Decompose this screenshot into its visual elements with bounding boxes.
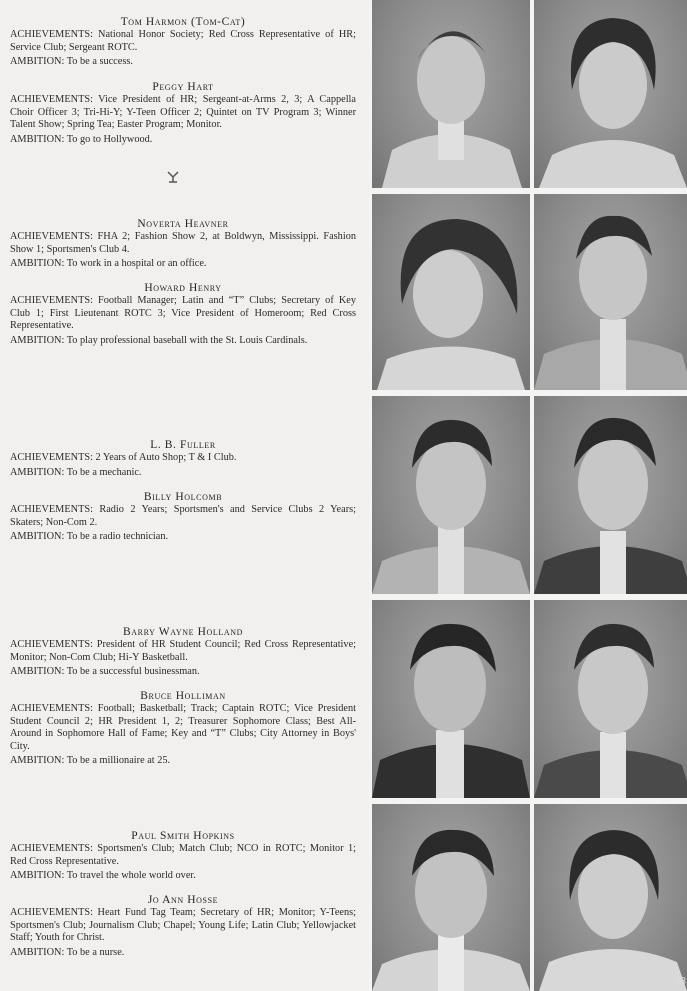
portrait-photo bbox=[534, 0, 687, 188]
achievements-text: ACHIEVEMENTS: Vice President of HR; Sergeant-at-Arms 2, 3; A Cappella Choir Officer 3; Tri-Hi-Y; Y-Teen Officer 2; Quintet on TV Program 3; Winner Talent Show; Spring Tea; Easter Program; Monitor. bbox=[10, 94, 356, 130]
student-name: Tom Harmon (Tom-Cat) bbox=[120, 16, 246, 28]
achievements-text: ACHIEVEMENTS: Sportsmen's Club; Match Club; NCO in ROTC; Monitor 1; Red Cross Representative. bbox=[10, 843, 356, 867]
entry-barry-wayne-holland bbox=[10, 626, 356, 679]
student-name: Barry Wayne Holland bbox=[123, 626, 243, 638]
portrait-photo bbox=[534, 600, 687, 798]
ambition-text: AMBITION: To be a success. bbox=[10, 56, 133, 67]
achievements-text: ACHIEVEMENTS: Football Manager; Latin and “T” Clubs; Secretary of Key Club 1; First Lieutenant ROTC 3; Vice President of Homeroom; Red Cross Representative. bbox=[10, 295, 356, 331]
ambition-text: AMBITION: To work in a hospital or an office. bbox=[10, 258, 207, 269]
portrait-photo bbox=[372, 600, 530, 798]
portrait-photo bbox=[372, 194, 530, 390]
ambition-text: AMBITION: To travel the whole world over. bbox=[10, 870, 196, 881]
achievements-text: ACHIEVEMENTS: Radio 2 Years; Sportsmen's and Service Clubs 2 Years; Skaters; Non-Com 2. bbox=[10, 504, 356, 528]
achievements-text: ACHIEVEMENTS: FHA 2; Fashion Show 2, at Boldwyn, Mississippi. Fashion Show 1; Sportsmen's Club 4. bbox=[10, 231, 356, 255]
ambition-text: AMBITION: To be a radio technician. bbox=[10, 531, 169, 542]
portrait-photo bbox=[372, 396, 530, 594]
student-name: Bruce Holliman bbox=[140, 690, 226, 702]
ambition-text: AMBITION: To play professional baseball with the St. Louis Cardinals. bbox=[10, 334, 308, 346]
entry-paul-smith-hopkins bbox=[10, 830, 356, 883]
achievements-text: ACHIEVEMENTS: 2 Years of Auto Shop; T & I Club. bbox=[10, 452, 237, 463]
ambition-text: AMBITION: To be a successful businessman. bbox=[10, 666, 200, 677]
ambition-text: AMBITION: To be a millionaire at 25. bbox=[10, 755, 171, 766]
biography-column bbox=[10, 0, 360, 991]
student-name: Howard Henry bbox=[144, 282, 222, 294]
portrait-photo bbox=[372, 0, 530, 188]
entry-noverta-heavner bbox=[10, 218, 356, 271]
student-name: Noverta Heavner bbox=[137, 218, 229, 230]
portrait-photo bbox=[534, 396, 687, 594]
portrait-photo bbox=[534, 804, 687, 991]
achievements-text: ACHIEVEMENTS: President of HR Student Council; Red Cross Representative; Monitor; Non-Com Club; Hi-Y Basketball. bbox=[10, 639, 356, 663]
page-number: 23 bbox=[674, 976, 686, 987]
achievements-text: ACHIEVEMENTS: National Honor Society; Red Cross Representative of HR; Service Club; Sergeant ROTC. bbox=[10, 29, 356, 53]
student-name: Paul Smith Hopkins bbox=[131, 830, 235, 842]
ambition-text: AMBITION: To be a nurse. bbox=[10, 946, 125, 958]
portrait-grid bbox=[369, 0, 687, 991]
emblem-ornament-icon bbox=[165, 170, 181, 184]
achievements-text: ACHIEVEMENTS: Football; Basketball; Track; Captain ROTC; Vice President Student Council 2; HR President 1, 2; Treasurer Sophomore Class; Best All-Around in Sophomore Hall of Fame; Key and “T” Clubs; City Attorney in Boys' City. bbox=[10, 703, 356, 752]
entry-howard-henry bbox=[10, 282, 356, 347]
portrait-photo bbox=[372, 804, 530, 991]
entry-bruce-holliman bbox=[10, 690, 356, 768]
student-name: Billy Holcomb bbox=[143, 491, 223, 503]
student-name: Peggy Hart bbox=[152, 81, 214, 93]
ambition-text: AMBITION: To go to Hollywood. bbox=[10, 133, 153, 145]
entry-jo-ann-hosse bbox=[10, 894, 356, 959]
entry-peggy-hart bbox=[10, 81, 356, 146]
entry-lb-fuller bbox=[10, 439, 356, 479]
portrait-photo bbox=[534, 194, 687, 390]
student-name: Jo Ann Hosse bbox=[147, 894, 219, 906]
student-name: L. B. Fuller bbox=[150, 439, 216, 451]
achievements-text: ACHIEVEMENTS: Heart Fund Tag Team; Secretary of HR; Monitor; Y-Teens; Sportsmen's Club; Journalism Club; Chapel; Young Life; Latin Club; Yellowjacket Staff; Youth for Christ. bbox=[10, 907, 356, 943]
entry-tom-harmon bbox=[10, 16, 356, 69]
entry-billy-holcomb bbox=[10, 491, 356, 544]
ambition-text: AMBITION: To be a mechanic. bbox=[10, 466, 142, 478]
